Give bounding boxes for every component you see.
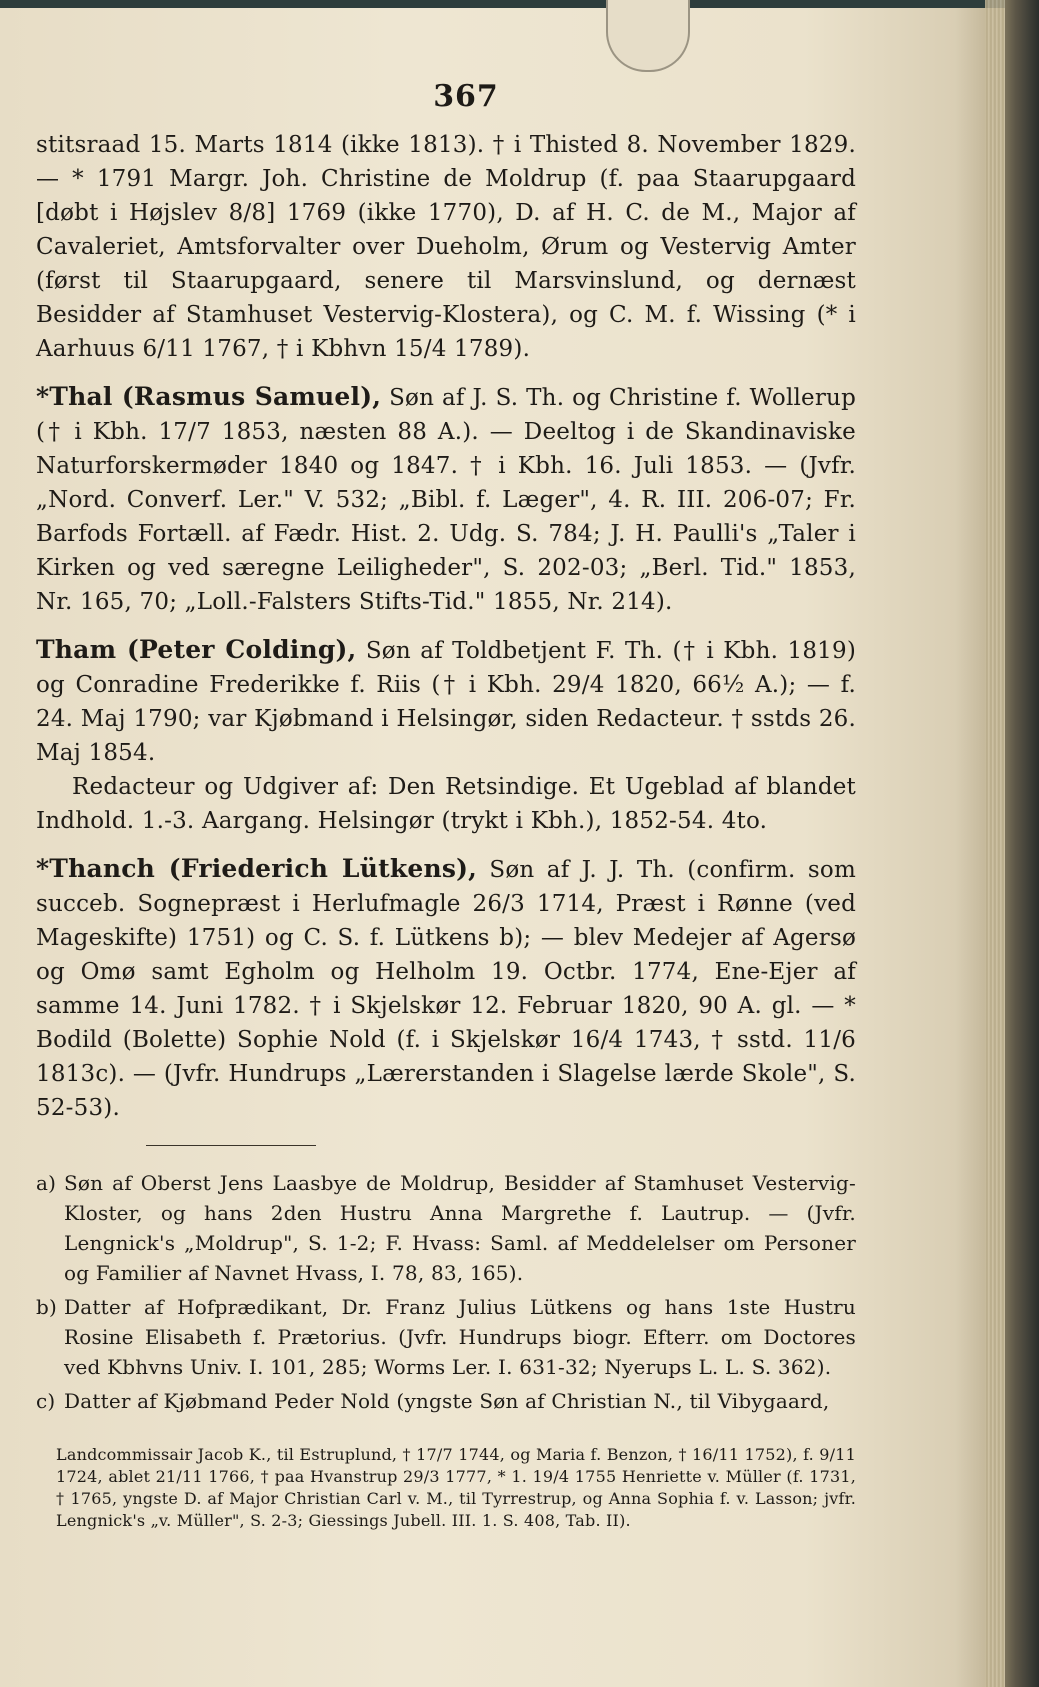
footnote-c [36,1386,856,1416]
footnote-text: Datter af Kjøbmand Peder Nold (yngste Søn af Christian N., til Vibygaard, [64,1389,830,1413]
footnote-text: Søn af Oberst Jens Laasbye de Moldrup, Besidder af Stamhuset Vestervig-Kloster, og hans 2den Hustru Anna Margrethe f. Lautrup. — (Jvfr. Lengnick's „Moldrup", S. 1-2; F. Hvass: Saml. af Meddelelser om Personer og Familier af Navnet Hvass, I. 78, 83, 165). [64,1171,856,1285]
book-binding-edge [1000,0,1039,1687]
footnote-b [36,1292,856,1382]
entry-headword: *Thanch (Friederich Lütkens), [36,854,478,883]
thumb-index-tab [606,0,690,72]
entry-body: Søn af J. J. Th. (confirm. som succeb. Sognepræst i Herlufmagle 26/3 1714, Præst i Rønne (ved Mageskifte) 1751) og C. S. f. Lütkens b); — blev Medejer af Agersø og Omø samt Egholm og Helholm 19. Octbr. 1774, Ene-Ejer af samme 14. Juni 1782. † i Skjelskør 12. Februar 1820, 90 A. gl. — * Bodild (Bolette) Sophie Nold (f. i Skjelskør 16/4 1743, † sstd. 11/6 1813c). — (Jvfr. Hundrups „Lærerstanden i Slagelse lærde Skole", S. 52-53). [36,857,856,1121]
page-stack-edges [985,0,1005,1687]
page-number: 367 [433,79,499,114]
entry-text [36,128,856,366]
entry-body: Søn af Toldbetjent F. Th. († i Kbh. 1819) og Conradine Frederikke f. Riis († i Kbh. 29/4 1820, 66½ A.); — f. 24. Maj 1790; var Kjøbmand i Helsingør, siden Redacteur. † sstds 26. Maj 1854. [36,638,856,766]
entry-text [36,633,856,770]
entry-text [36,380,856,619]
footnotes [36,1168,856,1416]
entry-thal [36,380,856,619]
entry-tham [36,633,856,838]
entry-text [36,852,856,1125]
footnote-marker: b) [36,1295,58,1319]
entry-headword: *Thal (Rasmus Samuel), [36,382,382,411]
scan-top-band [0,0,1005,8]
entry-continuation [36,128,856,366]
entry-thanch [36,852,856,1125]
entry-body: stitsraad 15. Marts 1814 (ikke 1813). † i Thisted 8. November 1829. — * 1791 Margr. Joh. Christine de Moldrup (f. paa Staarupgaard [døbt i Højslev 8/8] 1769 (ikke 1770), D. af H. C. de M., Major af Cavaleriet, Amtsforvalter over Dueholm, Ørum og Vestervig Amter (først til Staarupgaard, senere til Marsvinslund, og dernæst Besidder af Stamhuset Vestervig-Klostera), og C. M. f. Wissing (* i Aarhuus 6/11 1767, † i Kbhvn 15/4 1789). [36,132,856,362]
entry-subnote: Redacteur og Udgiver af: Den Retsindige. Et Ugeblad af blandet Indhold. 1.-3. Aargang. Helsingør (trykt i Kbh.), 1852-54. 4to. [36,774,856,834]
footnote-divider [146,1145,316,1146]
footnote-marker: c) [36,1389,56,1413]
footnote-a [36,1168,856,1288]
nested-footnote: Landcommissair Jacob K., til Estruplund, † 17/7 1744, og Maria f. Benzon, † 16/11 1752), f. 9/11 1724, ablet 21/11 1766, † paa Hvanstrup 29/3 1777, * 1. 19/4 1755 Henriette v. Müller (f. 1731, † 1765, yngste D. af Major Christian Carl v. M., til Tyrrestrup, og Anna Sophia f. v. Lasson; jvfr. Lengnick's „v. Müller", S. 2-3; Giessings Jubell. III. 1. S. 408, Tab. II). [56,1445,856,1530]
footnote-marker: a) [36,1171,57,1195]
entry-body: Søn af J. S. Th. og Christine f. Wollerup († i Kbh. 17/7 1853, næsten 88 A.). — Deeltog i de Skandinaviske Naturforskermøder 1840 og 1847. † i Kbh. 16. Juli 1853. — (Jvfr. „Nord. Converf. Ler." V. 532; „Bibl. f. Læger", 4. R. III. 206-07; Fr. Barfods Fortæll. af Fædr. Hist. 2. Udg. S. 784; J. H. Paulli's „Taler i Kirken og ved særegne Leiligheder", S. 202-03; „Berl. Tid." 1853, Nr. 165, 70; „Loll.-Falsters Stifts-Tid." 1855, Nr. 214). [36,385,856,615]
entry-headword: Tham (Peter Colding), [36,635,357,664]
footnote-text: Datter af Hofprædikant, Dr. Franz Julius Lütkens og hans 1ste Hustru Rosine Elisabeth f. Prætorius. (Jvfr. Hundrups biogr. Efterr. om Doctores ved Kbhvns Univ. I. 101, 285; Worms Ler. I. 631-32; Nyerups L. L. S. 362). [64,1295,856,1379]
page-content [36,80,856,1532]
